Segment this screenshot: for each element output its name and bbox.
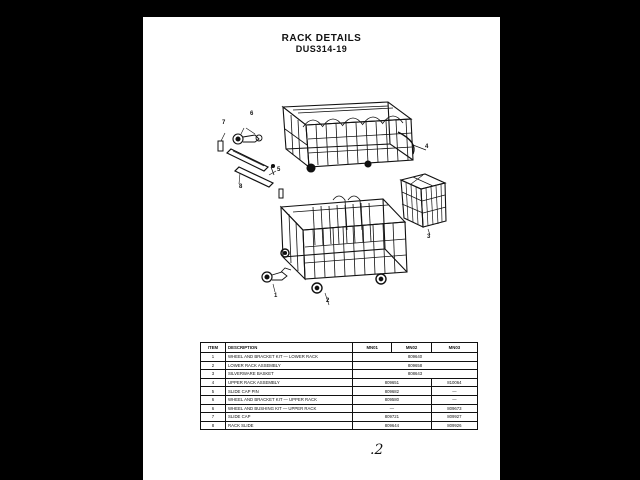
callout-2: 2 [326,298,330,304]
callout-3: 3 [427,234,431,240]
item-number: 8 [201,421,226,430]
callout-5: 5 [277,167,281,173]
table-row [201,395,478,404]
table-row [201,404,478,413]
parts-table [200,342,478,430]
item-description: SLIDE CAP PIN [226,387,353,396]
part-number: 809658 [353,361,478,370]
model-number: DUS314-19 [295,44,348,54]
item-number: 7 [201,413,226,422]
item-description: WHEEL AND BUSHING KIT — UPPER RACK [226,404,353,413]
part-number-mn01-mn02: — [353,404,432,413]
item-description: SLIDE CAP [226,413,353,422]
item-number: 2 [201,361,226,370]
item-description: RACK SLIDE [226,421,353,430]
part-number-mn01-mn02: 809580 [353,395,432,404]
item-number: 6 [201,404,226,413]
page-number: .2 [370,442,384,458]
table-row [201,421,478,430]
header-mn02: MN02 [392,343,431,353]
header-mn03: MN03 [431,343,477,353]
part-number-mn03: — [431,387,477,396]
item-number: 6 [201,395,226,404]
item-description: SILVERWARE BASKET [226,370,353,379]
manual-page [143,17,500,480]
item-description: WHEEL AND BRACKET KIT — LOWER RACK [226,353,353,362]
part-number-mn01-mn02: 809682 [353,387,432,396]
part-number: 809640 [353,353,478,362]
item-number: 4 [201,378,226,387]
part-number-mn01-mn02: 809651 [353,378,432,387]
header-item: ITEM [201,343,226,353]
item-number: 3 [201,370,226,379]
part-number-mn03: 809927 [431,413,477,422]
part-number-mn03: 809926 [431,421,477,430]
upper-rack-drawing [283,102,429,172]
table-row [201,370,478,379]
table-row [201,413,478,422]
item-description: LOWER RACK ASSEMBLY [226,361,353,370]
lower-wheel-kit-drawing [262,268,291,292]
part-number-mn03: 809673 [431,404,477,413]
part-number-mn01-mn02: 809644 [353,421,432,430]
table-row [201,353,478,362]
callout-7: 7 [222,120,226,126]
lower-rack-drawing [281,196,407,305]
table-row [201,378,478,387]
header-description: DESCRIPTION [226,343,353,353]
rack-exploded-diagram [143,17,500,337]
item-description: UPPER RACK ASSEMBLY [226,378,353,387]
header-mn01: MN01 [353,343,392,353]
table-row [201,387,478,396]
silverware-basket-drawing [401,174,446,235]
item-description: WHEEL AND BRACKET KIT — UPPER RACK [226,395,353,404]
item-number: 5 [201,387,226,396]
page-title: RACK DETAILS [281,33,362,44]
table-header-row [201,343,478,353]
callout-6: 6 [250,111,254,117]
part-number-mn03: 810064 [431,378,477,387]
part-number-mn01-mn02: 809721 [353,413,432,422]
rack-slide-drawing [218,128,283,198]
part-number: 808643 [353,370,478,379]
callout-4: 4 [425,144,429,150]
callout-1: 1 [274,293,278,299]
part-number-mn03: — [431,395,477,404]
callout-8: 8 [239,184,243,190]
table-row [201,361,478,370]
item-number: 1 [201,353,226,362]
